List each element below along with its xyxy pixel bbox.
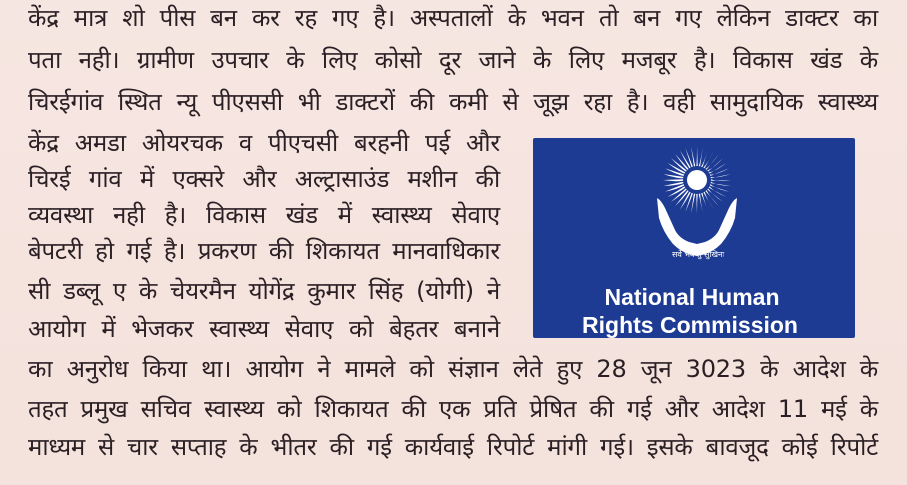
- sun-ray: [711, 174, 731, 178]
- article-line-10: का अनुरोध किया था। आयोग ने मामले को संज्ञान लेते हुए 28 जून 3023 के आदेश के: [28, 355, 878, 383]
- sun-ray: [696, 194, 697, 214]
- sun-ray: [663, 179, 683, 181]
- article-line-5: चिरई गांव में एक्सरे और अल्ट्रासाउंड मशीन की: [28, 165, 500, 193]
- sun-ray: [699, 194, 703, 214]
- logo-motto: सर्वे भवन्तु सुखिनः: [671, 250, 725, 259]
- sun-ray: [711, 182, 731, 186]
- logo-name-line-1: National Human: [604, 284, 780, 310]
- article-line-8: सी डब्लू ए के चेयरमैन योगेंद्र कुमार सिंह (योगी) ने: [28, 277, 500, 305]
- sun-ray: [710, 168, 729, 176]
- sun-ray: [705, 154, 718, 170]
- sun-ray: [705, 190, 718, 206]
- sun-ray: [710, 184, 729, 192]
- article-line-11: तहत प्रमुख सचिव स्वास्थ्य को शिकायत की एक प्रति प्रेषित की गई और आदेश 11 मई के: [28, 395, 878, 423]
- article-line-9: आयोग में भेजकर स्वास्थ्य सेवाए को बेहतर बनाने: [28, 315, 500, 343]
- sun-ray: [664, 182, 684, 186]
- logo-name-line-2: Rights Commission: [582, 312, 798, 338]
- article-line-12: माध्यम से चार सप्ताह के भीतर की गई कार्यवाई रिपोर्ट मांगी गई। इसके बावजूद कोई रिपोर्ट: [28, 433, 878, 461]
- sun-ray: [696, 146, 697, 166]
- sun-ray: [707, 158, 723, 171]
- article-line-1: केंद्र मात्र शो पीस बन कर रह गए है। अस्पतालों के भवन तो बन गए लेकिन डाक्टर का: [28, 4, 878, 32]
- sun-ray: [711, 179, 731, 181]
- sun-ray: [699, 147, 703, 167]
- sun-ray: [701, 193, 709, 212]
- sun-ray: [703, 151, 714, 169]
- sun-ray: [691, 147, 695, 167]
- sun-ray: [707, 188, 723, 201]
- article-line-4: केंद्र अमडा ओयरचक व पीएचसी बरहनी पई और: [28, 129, 500, 157]
- sun-ray: [709, 163, 727, 174]
- nhrc-logo: [533, 138, 855, 338]
- article-line-7: बेपटरी हो गई है। प्रकरण की शिकायत मानवाधिकार: [28, 237, 500, 265]
- article-line-3: चिरईगांव स्थित न्यू पीएससी भी डाक्टरों की कमी से जूझ रहा है। वही सामुदायिक स्वास्थ्य: [28, 88, 878, 116]
- sun-ray: [685, 148, 693, 167]
- article-line-6: व्यवस्था नही है। विकास खंड में स्वास्थ्य सेवाए: [28, 201, 500, 229]
- article-line-2: पता नही। ग्रामीण उपचार के लिए कोसो दूर जाने के लिए मजबूर है। विकास खंड के: [28, 46, 878, 74]
- sun-ray: [691, 194, 695, 214]
